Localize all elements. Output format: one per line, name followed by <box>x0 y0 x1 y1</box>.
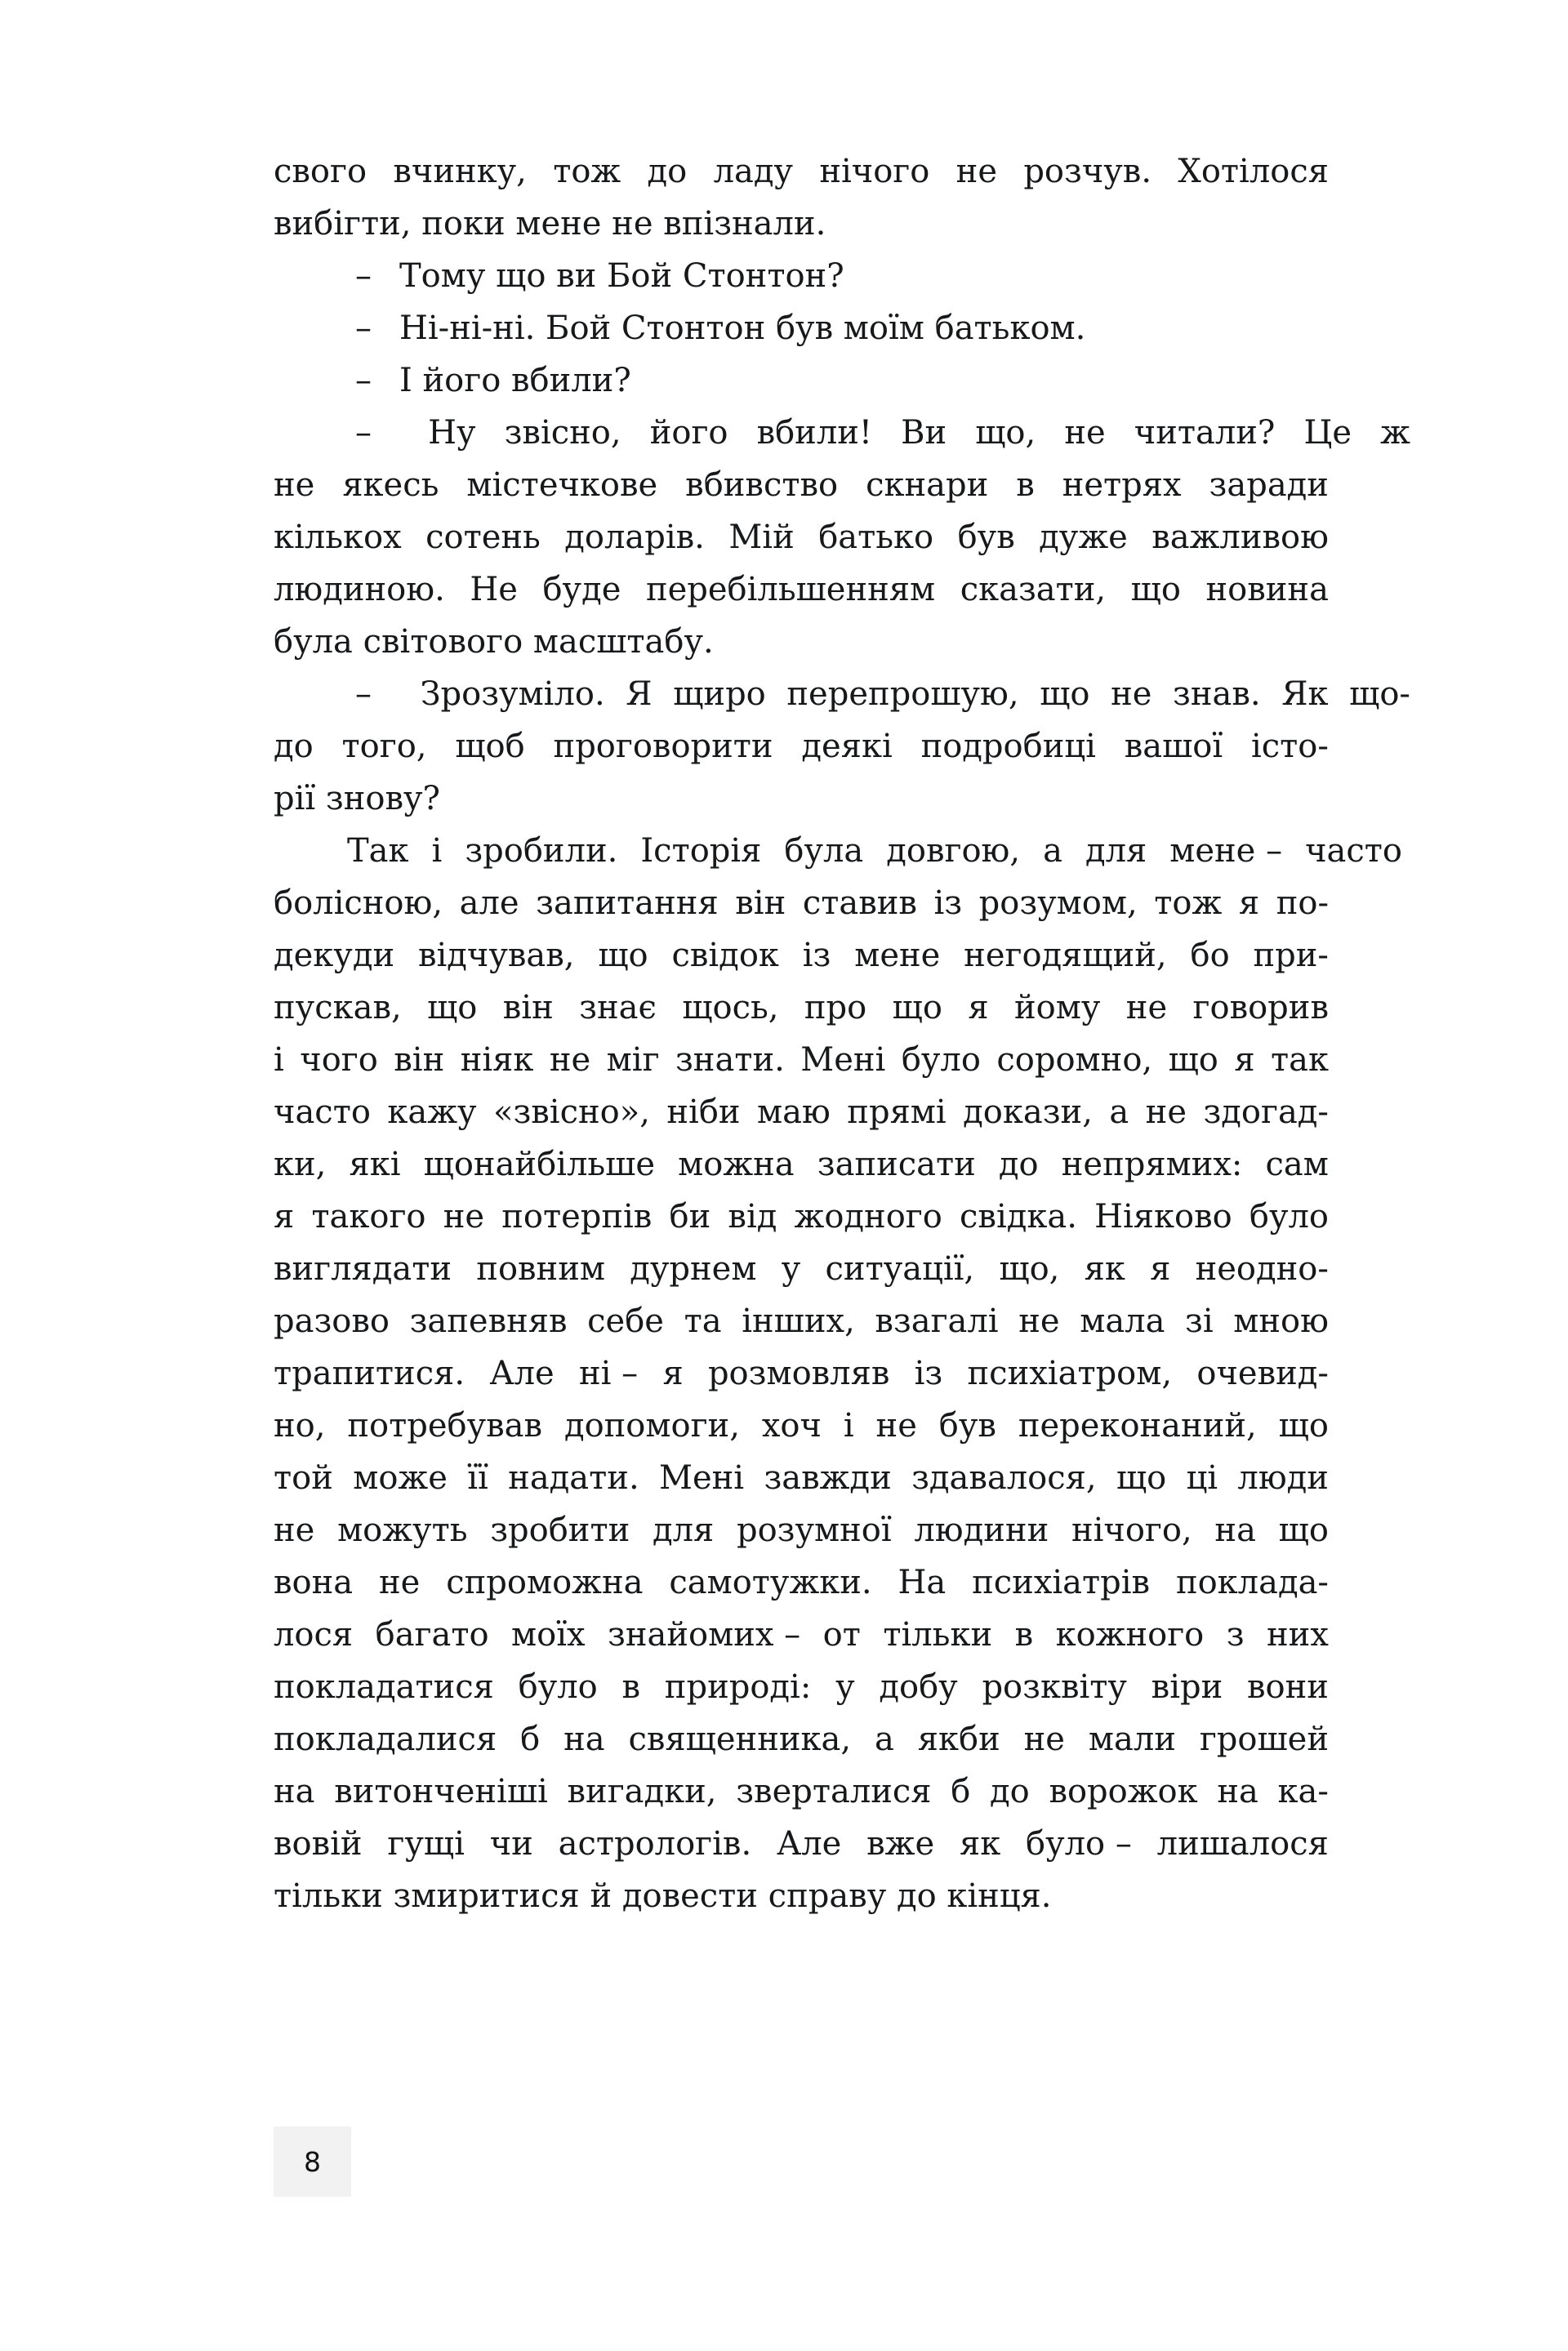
line-word: ці <box>1186 1459 1218 1497</box>
line-word: я <box>1238 884 1260 922</box>
line-word: ки, <box>274 1146 327 1183</box>
line-word: тож <box>1154 884 1223 922</box>
line-word: що <box>427 989 478 1026</box>
line-word: що- <box>1349 675 1410 713</box>
line-word: взагалі <box>875 1302 999 1340</box>
line-word: я <box>1234 1041 1255 1079</box>
line-word: для <box>1085 832 1147 870</box>
line-word: не <box>549 1041 591 1079</box>
line-word: що <box>598 937 648 974</box>
line-word: здавалося, <box>911 1459 1097 1497</box>
text-line <box>274 459 1329 511</box>
line-word: Ви <box>901 414 947 452</box>
line-word: сказати, <box>960 571 1107 608</box>
line-word: що <box>1040 675 1090 713</box>
line-word: він <box>735 884 786 922</box>
line-word: ніяк <box>460 1041 534 1079</box>
line-word: нічого, <box>1071 1512 1192 1549</box>
line-word: розквіту <box>982 1668 1127 1706</box>
line-word: що <box>1130 571 1181 608</box>
text-line <box>274 1138 1329 1191</box>
line-word: сам <box>1265 1146 1329 1183</box>
line-word: що, <box>999 1250 1060 1288</box>
line-word: того, <box>341 728 427 765</box>
line-word: мали <box>1088 1721 1176 1758</box>
line-word: як <box>959 1825 1001 1863</box>
line-word: та <box>684 1302 722 1340</box>
line-word: я <box>1150 1250 1171 1288</box>
line-word: неодно- <box>1195 1250 1329 1288</box>
line-word: із <box>802 937 831 974</box>
text-line: тільки змиритися й довести справу до кінця. <box>274 1877 1052 1915</box>
dialogue-dash: – <box>355 309 372 347</box>
line-word: відчував, <box>417 937 575 974</box>
text-line <box>274 1452 1329 1504</box>
text-line <box>274 1765 1329 1818</box>
text-line <box>274 929 1329 982</box>
line-word: тож <box>553 153 621 190</box>
line-word: от <box>822 1616 861 1654</box>
text-line: вибігти, поки мене не впізнали. <box>274 205 826 243</box>
line-word: було <box>1249 1198 1329 1236</box>
text-line <box>274 1713 1329 1765</box>
line-word: вони <box>1247 1668 1329 1706</box>
line-word: що <box>1278 1512 1329 1549</box>
line-word: знав. <box>1173 675 1261 713</box>
line-word: не <box>1125 989 1168 1026</box>
line-word: деякі <box>801 728 893 765</box>
text-line <box>274 563 1329 616</box>
line-word: і <box>274 1041 284 1079</box>
line-word: лося <box>274 1616 354 1654</box>
line-word: заради <box>1209 466 1329 504</box>
line-word: разово <box>274 1302 390 1340</box>
line-word: зробити <box>490 1512 630 1549</box>
line-word: маю <box>757 1093 831 1131</box>
line-word: не <box>1111 675 1152 713</box>
line-word: була <box>784 832 864 870</box>
line-word: Я <box>626 675 653 713</box>
text-line <box>274 1504 1329 1556</box>
line-word: не <box>1145 1093 1187 1131</box>
line-word: містечкове <box>466 466 658 504</box>
line-word: зверталися <box>736 1773 932 1810</box>
dialogue-line <box>274 302 1329 354</box>
line-word: Так <box>347 832 409 870</box>
line-word: про <box>804 989 867 1026</box>
line-word: з <box>1226 1616 1245 1654</box>
line-word: щонайбільше <box>423 1146 656 1183</box>
line-word: тільки <box>883 1616 993 1654</box>
line-word: ситуації, <box>825 1250 975 1288</box>
line-word: істо- <box>1250 728 1329 765</box>
line-word: вбили! <box>756 414 872 452</box>
line-word: чого <box>300 1041 378 1079</box>
line-word: вчинку, <box>393 153 527 190</box>
line-word: її <box>467 1459 488 1497</box>
line-word: говорив <box>1192 989 1329 1026</box>
line-word: психіатром, <box>967 1355 1173 1392</box>
line-word: не <box>378 1564 421 1601</box>
line-word: священника, <box>628 1721 852 1758</box>
line-word: соромно, <box>996 1041 1153 1079</box>
text-line <box>274 1609 1329 1661</box>
line-word: покладатися <box>274 1668 494 1706</box>
dialogue-line <box>274 668 1410 720</box>
dialogue-line <box>274 407 1410 459</box>
line-word: нетрях <box>1062 466 1182 504</box>
line-word: звісно, <box>504 414 621 452</box>
line-word: Мій <box>728 519 795 556</box>
dialogue-dash: – <box>355 257 372 295</box>
line-word: може <box>353 1459 448 1497</box>
line-word: що <box>892 989 942 1026</box>
text-line <box>274 1400 1329 1452</box>
line-word: знайомих – <box>608 1616 801 1654</box>
line-word: не <box>274 1512 315 1549</box>
line-word: зі <box>1185 1302 1214 1340</box>
line-word: не <box>1023 1721 1065 1758</box>
line-word: що <box>1278 1407 1329 1445</box>
line-word: якесь <box>342 466 439 504</box>
dialogue-text: І його вбили? <box>399 362 631 399</box>
line-word: запевняв <box>409 1302 568 1340</box>
line-word: мною <box>1233 1302 1329 1340</box>
line-word: щось, <box>682 989 779 1026</box>
text-line <box>274 1556 1329 1609</box>
line-word: добу <box>879 1668 958 1706</box>
line-word: не <box>1064 414 1106 452</box>
line-word: багато <box>375 1616 489 1654</box>
line-word: на <box>1214 1512 1256 1549</box>
page-number: 8 <box>304 2145 321 2178</box>
line-word: Це <box>1303 414 1352 452</box>
line-word: кажу <box>387 1093 477 1131</box>
line-word: щиро <box>673 675 766 713</box>
line-word: які <box>349 1146 401 1183</box>
line-word: він <box>394 1041 445 1079</box>
line-word: довгою, <box>886 832 1021 870</box>
line-word: дурнем <box>630 1250 757 1288</box>
line-word: і <box>431 832 443 870</box>
line-word: записати <box>817 1146 976 1183</box>
line-word: нічого <box>819 153 930 190</box>
line-word: свого <box>274 153 368 190</box>
line-word: трапитися. <box>274 1355 466 1392</box>
line-word: в <box>1016 466 1035 504</box>
line-word: надати. <box>508 1459 639 1497</box>
line-word: спроможна <box>446 1564 644 1601</box>
line-word: ладу <box>713 153 793 190</box>
line-word: моїх <box>511 1616 586 1654</box>
line-word: було – <box>1026 1825 1132 1863</box>
line-word: розумної <box>736 1512 892 1549</box>
page-text-body <box>274 145 1410 1922</box>
line-word: свідка. <box>960 1198 1077 1236</box>
line-word: перебільшенням <box>645 571 936 608</box>
line-word: що <box>1116 1459 1167 1497</box>
line-word: докази, <box>963 1093 1093 1131</box>
line-word: а <box>1043 832 1062 870</box>
line-word: і <box>843 1407 854 1445</box>
text-line <box>274 1191 1329 1243</box>
line-word: поклада- <box>1175 1564 1329 1601</box>
line-word: хоч <box>761 1407 822 1445</box>
line-word: чи <box>489 1825 533 1863</box>
line-word: покладалися <box>274 1721 497 1758</box>
line-word: ка- <box>1277 1773 1329 1810</box>
line-word: міг <box>606 1041 660 1079</box>
dialogue-line <box>274 250 1329 302</box>
line-word: із <box>933 884 963 922</box>
line-word: із <box>914 1355 943 1392</box>
dialogue-dash: – <box>355 675 372 713</box>
text-line <box>274 1034 1329 1086</box>
line-word: вже <box>866 1825 935 1863</box>
line-word: доларів. <box>564 519 705 556</box>
text-line <box>274 720 1329 773</box>
line-word: переконаний, <box>1018 1407 1257 1445</box>
line-word: непрямих: <box>1061 1146 1243 1183</box>
line-word: був <box>938 1407 996 1445</box>
line-word: по- <box>1276 884 1329 922</box>
line-word: би <box>669 1198 711 1236</box>
text-line <box>274 1243 1329 1295</box>
line-word: Мені <box>800 1041 886 1079</box>
line-word: б <box>951 1773 971 1810</box>
line-word: свідок <box>671 937 779 974</box>
line-word: вона <box>274 1564 354 1601</box>
line-word: Зрозуміло. <box>420 675 605 713</box>
line-word: від <box>728 1198 777 1236</box>
line-word: у <box>781 1250 801 1288</box>
line-word: часто <box>1305 832 1402 870</box>
line-word: не <box>274 466 315 504</box>
dialogue-line <box>274 354 1329 407</box>
line-word: зробили. <box>465 832 618 870</box>
line-word: не <box>1018 1302 1060 1340</box>
text-line <box>274 1295 1329 1347</box>
line-word: мала <box>1080 1302 1165 1340</box>
line-word: бо <box>1190 937 1230 974</box>
line-word: знає <box>579 989 657 1026</box>
text-line <box>274 1818 1329 1870</box>
line-word: він <box>502 989 554 1026</box>
line-word: можна <box>678 1146 795 1183</box>
line-word: негодящий, <box>964 937 1167 974</box>
line-word: читали? <box>1134 414 1276 452</box>
line-word: для <box>652 1512 715 1549</box>
line-word: вигадки, <box>567 1773 717 1810</box>
line-word: допомоги, <box>564 1407 740 1445</box>
line-word: був <box>957 519 1015 556</box>
page-number-badge <box>274 2126 351 2197</box>
line-word: не <box>875 1407 917 1445</box>
line-word: виглядати <box>274 1250 452 1288</box>
line-word: Мені <box>659 1459 745 1497</box>
text-line <box>274 825 1402 877</box>
line-word: завжди <box>764 1459 892 1497</box>
line-word: на <box>274 1773 315 1810</box>
line-word: гущі <box>387 1825 465 1863</box>
line-word: дуже <box>1039 519 1128 556</box>
line-word: очевид- <box>1196 1355 1329 1392</box>
line-word: б <box>520 1721 541 1758</box>
text-line <box>274 511 1329 563</box>
line-word: но, <box>274 1407 326 1445</box>
line-word: не <box>443 1198 485 1236</box>
line-word: до <box>274 728 314 765</box>
line-word: люди <box>1237 1459 1329 1497</box>
line-word: розмовляв <box>707 1355 890 1392</box>
line-word: на <box>1217 1773 1258 1810</box>
line-word: болісною, <box>274 884 443 922</box>
line-word: а <box>1109 1093 1129 1131</box>
line-word: в <box>621 1668 641 1706</box>
line-word: було <box>901 1041 981 1079</box>
line-word: якби <box>917 1721 1000 1758</box>
line-word: а <box>874 1721 894 1758</box>
line-word: Хотілося <box>1178 153 1329 190</box>
line-word: вашої <box>1124 728 1223 765</box>
line-word: Історія <box>640 832 762 870</box>
line-word: потребував <box>347 1407 543 1445</box>
text-line <box>274 145 1329 198</box>
line-word: в <box>1014 1616 1034 1654</box>
line-word: сотень <box>425 519 541 556</box>
line-word: Але <box>776 1825 842 1863</box>
line-word: той <box>274 1459 333 1497</box>
line-word: вовій <box>274 1825 363 1863</box>
text-line: рії знову? <box>274 780 440 817</box>
line-word: Ніяково <box>1094 1198 1232 1236</box>
line-word: вбивство <box>685 466 839 504</box>
line-word: у <box>835 1668 855 1706</box>
line-word: скнари <box>866 466 989 504</box>
dialogue-text: Ні-ні-ні. Бой Стонтон був моїм батьком. <box>399 309 1086 347</box>
line-word: людиною. <box>274 571 445 608</box>
dialogue-dash: – <box>355 414 372 452</box>
line-word: декуди <box>274 937 395 974</box>
line-word: так <box>1271 1041 1329 1079</box>
line-word: ворожок <box>1049 1773 1198 1810</box>
line-word: На <box>898 1564 947 1601</box>
line-word: буде <box>542 571 621 608</box>
line-word: я <box>968 989 989 1026</box>
dialogue-text: Тому що ви Бой Стонтон? <box>399 257 844 295</box>
line-word: мене <box>854 937 941 974</box>
line-word: ні – <box>578 1355 639 1392</box>
line-word: здогад- <box>1203 1093 1329 1131</box>
line-word: грошей <box>1199 1721 1329 1758</box>
line-word: що <box>1168 1041 1218 1079</box>
line-word: знати. <box>675 1041 785 1079</box>
line-word: Ну <box>428 414 476 452</box>
line-word: лишалося <box>1156 1825 1329 1863</box>
line-word: прямі <box>847 1093 947 1131</box>
line-word: кожного <box>1055 1616 1205 1654</box>
line-word: проговорити <box>553 728 773 765</box>
line-word: батько <box>818 519 934 556</box>
line-word: самотужки. <box>669 1564 872 1601</box>
line-word: мене – <box>1169 832 1283 870</box>
line-word: запитання <box>536 884 719 922</box>
line-word: людини <box>914 1512 1049 1549</box>
line-word: на <box>564 1721 605 1758</box>
line-word: до <box>990 1773 1030 1810</box>
line-word: йому <box>1013 989 1101 1026</box>
line-word: як <box>1084 1250 1125 1288</box>
line-word: витонченіші <box>334 1773 548 1810</box>
line-word: природі: <box>664 1668 812 1706</box>
line-word: можуть <box>337 1512 468 1549</box>
line-word: перепрошую, <box>786 675 1019 713</box>
line-word: новина <box>1205 571 1329 608</box>
dialogue-dash: – <box>355 362 372 399</box>
line-word: я <box>274 1198 295 1236</box>
line-word: Але <box>489 1355 555 1392</box>
line-word: його <box>649 414 728 452</box>
line-word: подробиці <box>920 728 1096 765</box>
line-word: розчув. <box>1023 153 1152 190</box>
line-word: психіатрів <box>972 1564 1151 1601</box>
line-word: часто <box>274 1093 371 1131</box>
line-word: що, <box>975 414 1036 452</box>
line-word: себе <box>587 1302 664 1340</box>
line-word: щоб <box>455 728 525 765</box>
line-word: не <box>956 153 997 190</box>
line-word: пускав, <box>274 989 402 1026</box>
line-word: до <box>998 1146 1039 1183</box>
line-word: було <box>518 1668 598 1706</box>
text-line <box>274 1347 1329 1400</box>
line-word: розумом, <box>978 884 1138 922</box>
line-word: віри <box>1151 1668 1223 1706</box>
line-word: ж <box>1380 414 1410 452</box>
text-line <box>274 877 1329 929</box>
line-word: але <box>459 884 519 922</box>
line-word: кількох <box>274 519 402 556</box>
line-word: них <box>1267 1616 1329 1654</box>
line-word: повним <box>476 1250 605 1288</box>
line-word: інших, <box>742 1302 855 1340</box>
text-line <box>274 982 1329 1034</box>
text-line <box>274 1086 1329 1138</box>
line-word: важливою <box>1152 519 1329 556</box>
line-word: астрологів. <box>558 1825 752 1863</box>
line-word: ставив <box>802 884 917 922</box>
line-word: жодного <box>794 1198 942 1236</box>
line-word: Не <box>470 571 518 608</box>
line-word: ніби <box>666 1093 741 1131</box>
line-word: я <box>662 1355 684 1392</box>
text-line <box>274 1661 1329 1713</box>
line-word: до <box>647 153 688 190</box>
line-word: потерпів <box>501 1198 653 1236</box>
line-word: «звісно», <box>493 1093 650 1131</box>
line-word: такого <box>311 1198 426 1236</box>
text-line: була світового масштабу. <box>274 623 714 661</box>
line-word: Як <box>1281 675 1329 713</box>
line-word: при- <box>1253 937 1329 974</box>
